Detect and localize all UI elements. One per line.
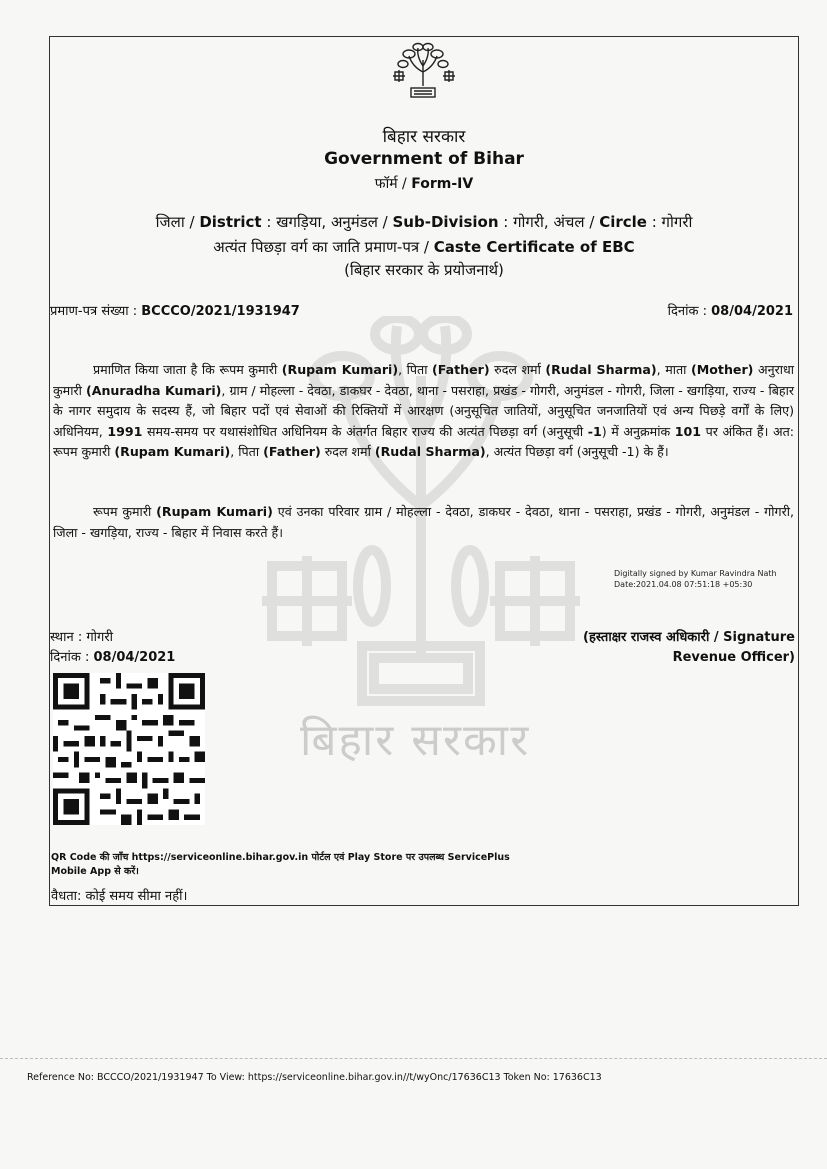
- certificate-date: [668, 301, 793, 319]
- qr-verification-note: [51, 851, 531, 879]
- reference-line: Reference No: BCCCO/2021/1931947 To View: https://serviceonline.bihar.gov.in//t/wyOnc/17636C13 Token No: 17636C13: [27, 1072, 602, 1083]
- p1-father-name: (Rudal Sharma): [374, 444, 486, 459]
- certificate-title-hindi: अत्यंत पिछड़ा वर्ग का जाति प्रमाण-पत्र /: [213, 238, 434, 256]
- circle-label-english: Circle: [599, 213, 647, 231]
- p1-mother-name: (Anuradha Kumari): [85, 382, 222, 398]
- gov-title-english: Government of Bihar: [324, 149, 524, 169]
- signatory-block: [583, 628, 795, 668]
- certificate-date-label: दिनांक :: [667, 304, 712, 319]
- certificate-number: [50, 301, 300, 319]
- digital-signature-date: Date:2021.04.08 07:51:18 +05:30: [614, 580, 753, 589]
- p1-text: समय-समय पर यथासंशोधित अधिनियम के अंतर्गत बिहार राज्य की अत्यंत पिछड़ा वर्ग (अनुसूची: [142, 423, 588, 439]
- p1-father-label: (Father): [432, 362, 490, 377]
- subdivision-value: : गोगरी,: [498, 213, 554, 231]
- subdivision-label-hindi: अनुमंडल /: [330, 213, 393, 231]
- p1-text: पर अंकित हैं। अत: रूपम कुमारी: [53, 423, 794, 459]
- qr-note-line-1: QR Code की जाँच https://serviceonline.bihar.gov.in पोर्टल एवं Play Store पर उपलब्ध ServicePlus: [51, 852, 510, 863]
- certificate-date-value: 08/04/2021: [711, 304, 793, 319]
- qr-note-line-2: Mobile App से करें।: [51, 866, 139, 877]
- district-label-hindi: जिला /: [155, 213, 200, 231]
- form-label-english: Form-IV: [411, 176, 474, 192]
- p1-mother-label: (Mother): [690, 362, 754, 377]
- qr-code-icon: [53, 673, 205, 825]
- issue-date-label: दिनांक :: [50, 650, 94, 665]
- subdivision-label-english: Sub-Division: [392, 213, 499, 231]
- digital-signature-signer: Digitally signed by Kumar Ravindra Nath: [614, 569, 777, 578]
- p2-text: एवं उनका परिवार ग्राम / मोहल्ला - देवठा, डाकघर - देवठा, थाना - पसराहा, प्रखंड - गोगरी, अनुमंडल - गोगरी, जिला - खगड़िया, राज्य - बिहार में निवास करते हैं।: [53, 504, 794, 540]
- p1-text: , पिता: [398, 362, 433, 377]
- p1-father-name: (Rudal Sharma): [545, 362, 657, 377]
- watermark-text: बिहार सरकार: [300, 715, 531, 766]
- p2-name: (Rupam Kumari): [156, 504, 273, 519]
- district-value: : खगड़िया,: [261, 213, 331, 231]
- signatory-line-1: (हस्ताक्षर राजस्व अधिकारी / Signature: [583, 630, 795, 645]
- form-label-hindi: फॉर्म /: [374, 176, 412, 192]
- gov-title-hindi: बिहार सरकार: [382, 127, 466, 147]
- digital-signature: [614, 568, 777, 590]
- p1-text: ) में अनुक्रमांक: [601, 423, 675, 439]
- p1-name: (Rupam Kumari): [114, 444, 231, 459]
- p1-schedule: -1: [587, 423, 602, 439]
- circle-label-hindi: अंचल /: [553, 213, 600, 231]
- footer-divider: [0, 1058, 827, 1059]
- p1-text: , अत्यंत पिछड़ा वर्ग (अनुसूची -1) के हैं।: [485, 444, 669, 459]
- form-label: [49, 174, 799, 193]
- validity-line: वैधता: कोई समय सीमा नहीं।: [51, 889, 188, 904]
- p1-text: रुदल शर्मा: [489, 362, 546, 377]
- circle-value: : गोगरी: [646, 213, 693, 231]
- certificate-title: [49, 237, 799, 257]
- certificate-number-label: प्रमाण-पत्र संख्या :: [50, 304, 142, 319]
- p1-text: , माता: [656, 362, 691, 377]
- place-date-block: [50, 628, 175, 668]
- p1-father-label: (Father): [263, 444, 321, 459]
- issue-date-value: 08/04/2021: [93, 650, 176, 665]
- bihar-emblem-icon: [385, 42, 461, 100]
- p2-text: रूपम कुमारी: [93, 504, 157, 519]
- p1-text: प्रमाणित किया जाता है कि रूपम कुमारी: [93, 362, 282, 377]
- purpose-line: (बिहार सरकार के प्रयोजनार्थ): [344, 261, 504, 279]
- place-line: [50, 628, 175, 648]
- p1-text: अनुराधा कुमारी: [53, 362, 794, 398]
- jurisdiction-line: [49, 212, 799, 232]
- certificate-number-value: BCCCO/2021/1931947: [141, 304, 300, 319]
- p1-text: , ग्राम / मोहल्ला - देवठा, डाकघर - देवठा, थाना - पसराहा, प्रखंड - गोगरी, अनुमंडल - गोगरी, जिला - खगड़िया, राज्य - बिहार के नागर समुदाय के सदस्य हैं, जो बिहार पदों एवं सेवाओं की रिक्तियों में आरक्षण (अनुसूचित जातियों, अनुसूचित जनजातियों एवं अन्य पिछड़े वर्गों के लिए) अधिनियम,: [53, 382, 794, 439]
- p1-act-year: 1991: [107, 423, 143, 439]
- p1-serial-number: 101: [674, 423, 702, 439]
- p1-name: (Rupam Kumari): [281, 362, 399, 377]
- residence-paragraph: [53, 502, 794, 543]
- issue-date-line: [50, 648, 175, 668]
- p1-text: रुदल शर्मा: [320, 444, 375, 459]
- place-label: स्थान :: [50, 630, 87, 645]
- certificate-title-english: Caste Certificate of EBC: [433, 238, 635, 256]
- signatory-line-2: Revenue Officer): [672, 650, 795, 665]
- certification-paragraph: [53, 360, 794, 463]
- place-value: गोगरी: [86, 630, 114, 645]
- p1-text: , पिता: [230, 444, 264, 459]
- district-label-english: District: [199, 213, 262, 231]
